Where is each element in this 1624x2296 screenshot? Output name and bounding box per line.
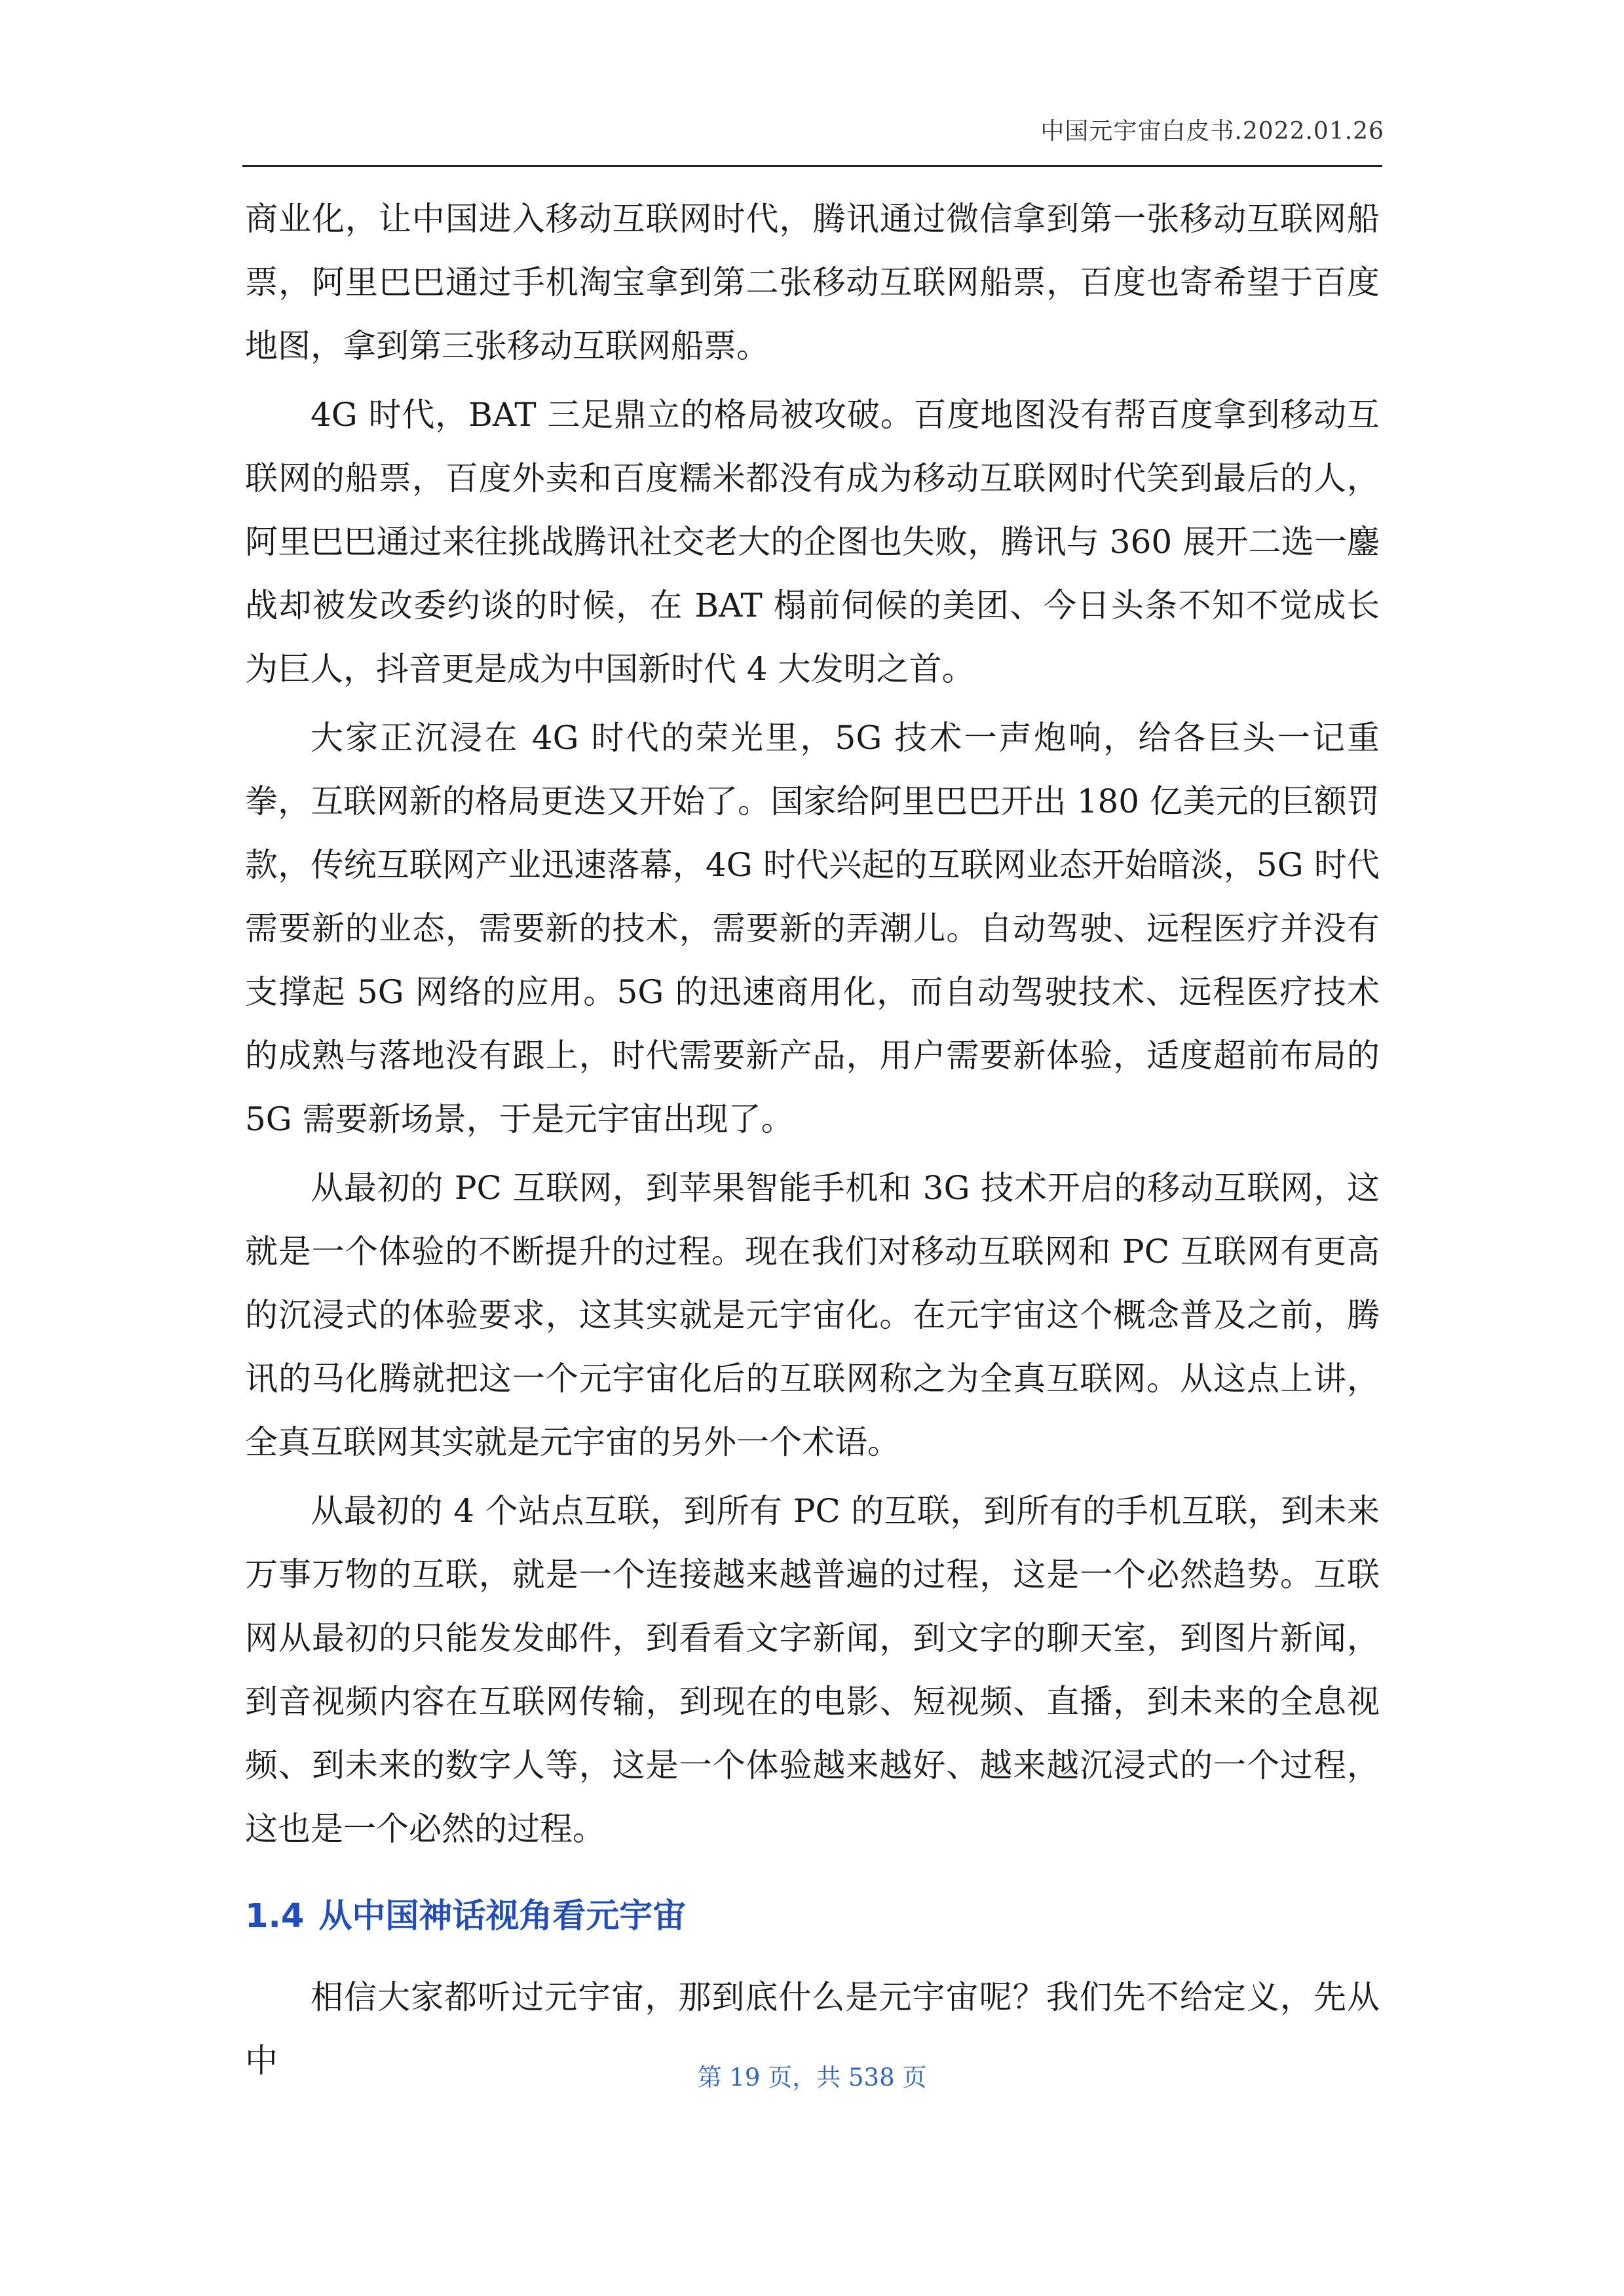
page-number-footer: 第 19 页，共 538 页 [697, 2063, 927, 2092]
page-body [245, 187, 1380, 2098]
header-divider [242, 165, 1382, 167]
paragraph-4g-era: 4G 时代，BAT 三足鼎立的格局被攻破。百度地图没有帮百度拿到移动互联网的船票，百度外卖和百度糯米都没有成为移动互联网时代笑到最后的人，阿里巴巴通过来往挑战腾讯社交老大的企图也失败，腾讯与 360 展开二选一鏖战却被发改委约谈的时候，在 BAT 榻前伺候的美团、今日头条不知不觉成长为巨人，抖音更是成为中国新时代 4 大发明之首。 [245, 396, 1380, 688]
running-header: 中国元宇宙白皮书.2022.01.26 [1040, 118, 1384, 145]
paragraph-section-intro: 相信大家都听过元宇宙，那到底什么是元宇宙呢？我们先不给定义，先从中 [245, 1978, 1380, 2080]
section-heading [245, 1894, 1380, 1940]
paragraph-continued: 商业化，让中国进入移动互联网时代，腾讯通过微信拿到第一张移动互联网船票，阿里巴巴通过手机淘宝拿到第二张移动互联网船票，百度也寄希望于百度地图，拿到第三张移动互联网船票。 [245, 200, 1380, 365]
section-title: 从中国神话视角看元宇宙 [318, 1897, 687, 1936]
section-number: 1.4 [245, 1897, 305, 1936]
paragraph-pc-to-mobile: 从最初的 PC 互联网，到苹果智能手机和 3G 技术开启的移动互联网，这就是一个体验的不断提升的过程。现在我们对移动互联网和 PC 互联网有更高的沉浸式的体验要求，这其实就是元宇宙化。在元宇宙这个概念普及之前，腾讯的马化腾就把这一个元宇宙化后的互联网称之为全真互联网。从这点上讲，全真互联网其实就是元宇宙的另外一个术语。 [245, 1169, 1380, 1461]
paragraph-connectivity: 从最初的 4 个站点互联，到所有 PC 的互联，到所有的手机互联，到未来万事万物的互联，就是一个连接越来越普遍的过程，这是一个必然趋势。互联网从最初的只能发发邮件，到看看文字新闻，到文字的聊天室，到图片新闻，到音视频内容在互联网传输，到现在的电影、短视频、直播，到未来的全息视频、到未来的数字人等，这是一个体验越来越好、越来越沉浸式的一个过程，这也是一个必然的过程。 [245, 1492, 1380, 1848]
paragraph-5g-era: 大家正沉浸在 4G 时代的荣光里，5G 技术一声炮响，给各巨头一记重拳，互联网新的格局更迭又开始了。国家给阿里巴巴开出 180 亿美元的巨额罚款，传统互联网产业迅速落幕，4G 时代兴起的互联网业态开始暗淡，5G 时代需要新的业态，需要新的技术，需要新的弄潮儿。自动驾驶、远程医疗并没有支撑起 5G 网络的应用。5G 的迅速商用化，而自动驾驶技术、远程医疗技术的成熟与落地没有跟上，时代需要新产品，用户需要新体验，适度超前布局的 5G 需要新场景，于是元宇宙出现了。 [245, 719, 1380, 1138]
